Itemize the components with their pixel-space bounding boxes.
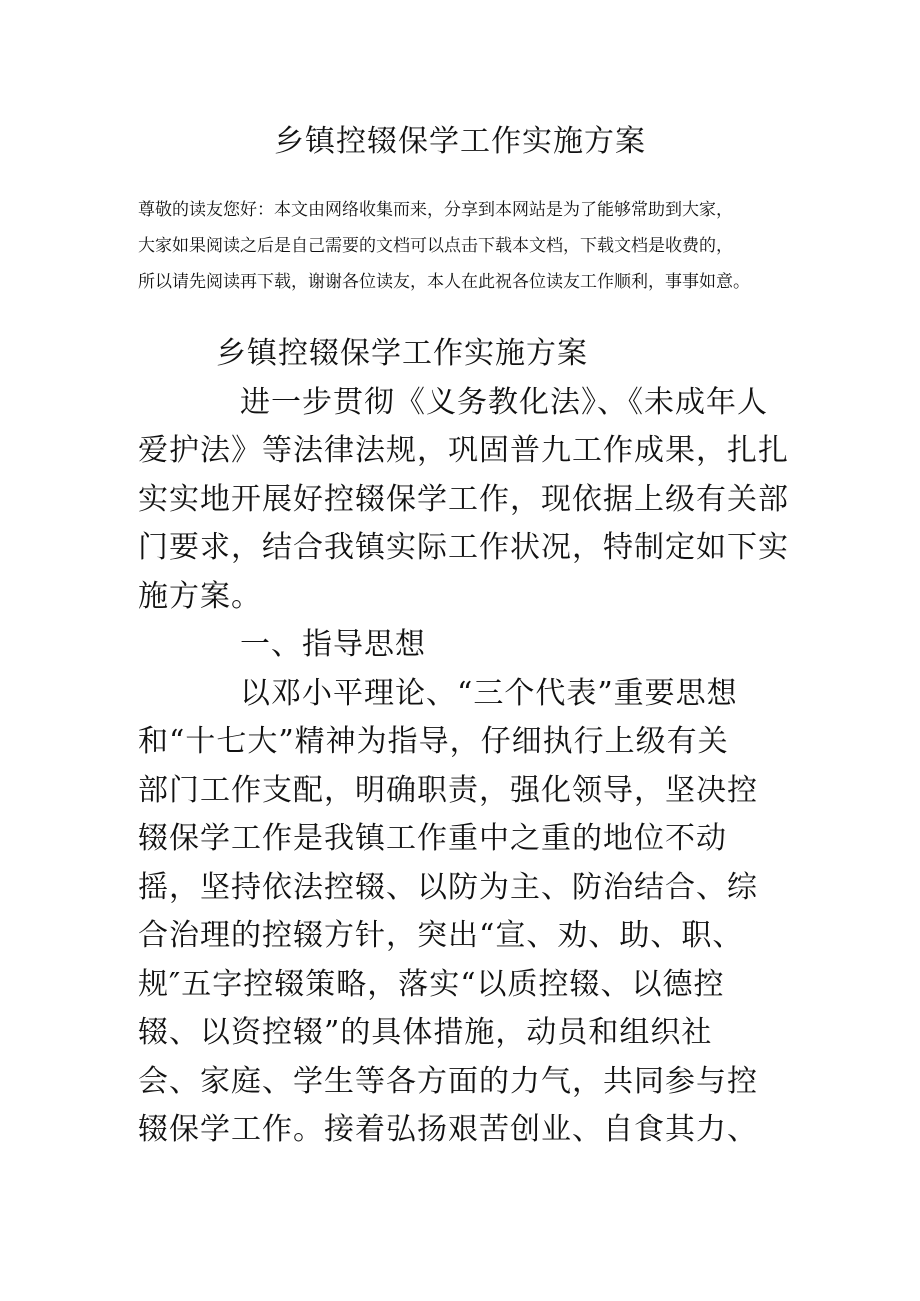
body-line: 门要求，结合我镇实际工作状况，特制定如下实 bbox=[138, 530, 789, 565]
body-line: 部门工作支配，明确职责，强化领导，坚决控 bbox=[138, 772, 758, 808]
body-line: 辍保学工作。接着弘扬艰苦创业、自食其力、 bbox=[138, 1112, 758, 1147]
notice-line: 尊敬的读友您好：本文由网络收集而来，分享到本网站是为了能够常助到大家， bbox=[138, 200, 733, 220]
body-line: 和“十七大”精神为指导，仔细执行上级有关 bbox=[138, 724, 729, 759]
document-body bbox=[138, 330, 798, 1155]
notice-line: 所以请先阅读再下载，谢谢各位读友，本人在此祝各位读友工作顺利，事事如意。 bbox=[138, 272, 750, 292]
body-line: 施方案。 bbox=[138, 578, 262, 614]
body-line: 爱护法》等法律法规，巩固普九工作成果，扎扎 bbox=[138, 433, 789, 468]
reader-notice bbox=[138, 192, 818, 300]
body-line: 进一步贯彻《义务教化法》、《未成年人 bbox=[240, 384, 768, 420]
body-heading: 乡镇控辍保学工作实施方案 bbox=[216, 336, 588, 371]
body-line: 以邓小平理论、“三个代表”重要思想 bbox=[240, 675, 738, 711]
notice-line: 大家如果阅读之后是自己需要的文档可以点击下载本文档，下载文档是收费的， bbox=[138, 236, 733, 256]
body-line: 会、家庭、学生等各方面的力气，共同参与控 bbox=[138, 1063, 758, 1099]
body-line: 规″五字控辍策略，落实“以质控辍、以德控 bbox=[138, 966, 725, 1002]
body-line: 实实地开展好控辍保学工作，现依据上级有关部 bbox=[138, 481, 789, 517]
document-title: 乡镇控辍保学工作实施方案 bbox=[274, 124, 646, 159]
section-heading: 一、指导思想 bbox=[240, 627, 426, 662]
body-line: 摇，坚持依法控辍、以防为主、防治结合、综 bbox=[138, 869, 758, 905]
body-line: 辍保学工作是我镇工作重中之重的地位不动 bbox=[138, 821, 727, 856]
body-line: 辍、以资控辍”的具体措施，动员和组织社 bbox=[138, 1015, 713, 1050]
body-line: 合治理的控辍方针，突出“宣、劝、助、职、 bbox=[138, 918, 744, 953]
